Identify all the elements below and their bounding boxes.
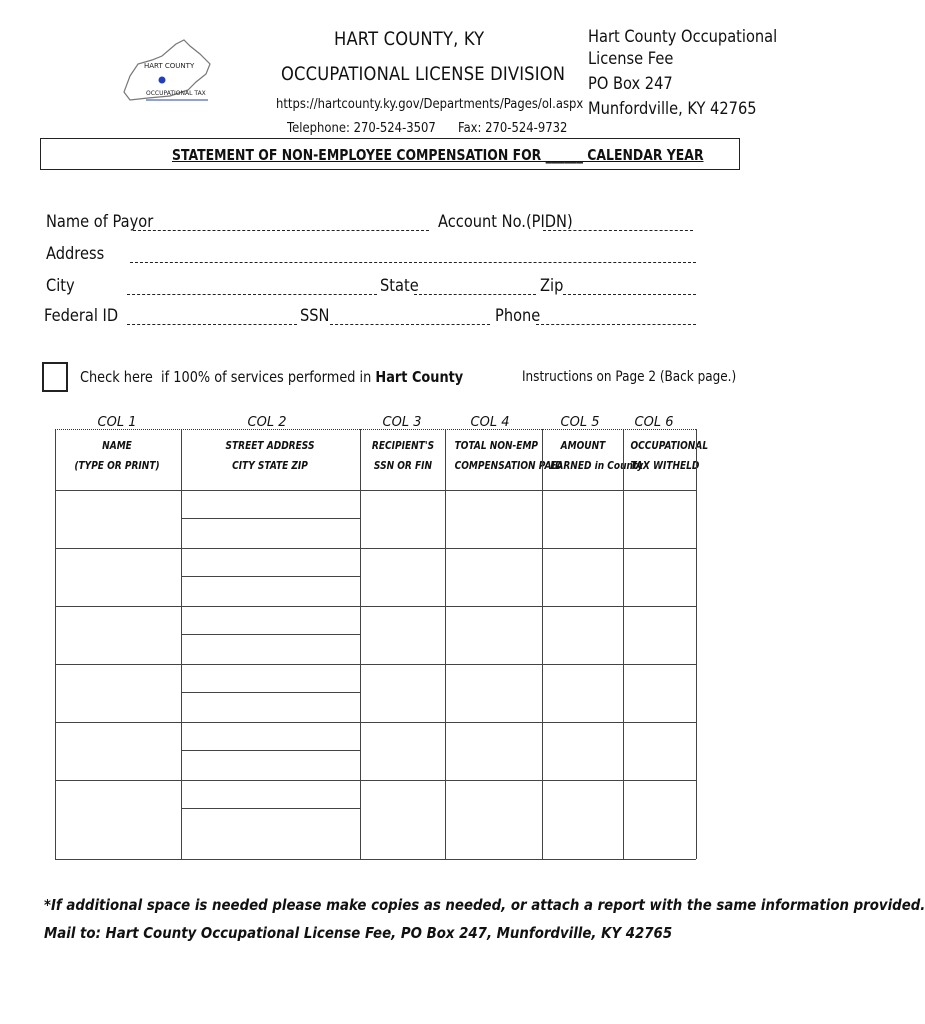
instructions-note: Instructions on Page 2 (Back page.) [522,369,737,385]
col-3-header-line2: SSN OR FIN [373,459,433,472]
ssn-label: SSN [300,306,330,326]
statement-title: STATEMENT OF NON-EMPLOYEE COMPENSATION FOR ______ CALENDAR YEAR [172,146,704,164]
row-2-address-cell[interactable] [181,548,360,606]
table-row-divider [55,859,696,860]
address-line-4: Munfordville, KY 42765 [588,99,757,119]
federal-id-field[interactable] [127,324,297,325]
name-of-payor-field[interactable] [133,230,429,231]
row-4-name-cell[interactable] [55,664,181,722]
logo-text-1: HART COUNTY [144,62,195,70]
col-2-header-line2: CITY STATE ZIP [232,459,308,472]
additional-space-note: *If additional space is needed please make copies as needed, or attach a report with the same information provided. [44,896,925,914]
account-no-label: Account No.(PIDN) [438,212,573,232]
phone-label: Phone [495,306,541,326]
kentucky-map-icon [118,34,218,114]
address-line-1: Hart County Occupational [588,27,778,47]
table-top-border [55,429,696,430]
row-2-tax-cell[interactable] [623,548,696,606]
county-logo [118,34,218,114]
header-title-1: HART COUNTY, KY [334,28,485,50]
col-5-number: COL 5 [560,415,600,430]
city-field[interactable] [127,294,377,295]
col-1-number: COL 1 [97,415,137,430]
row-4-address-cell[interactable] [181,664,360,722]
row-6-ssn-cell[interactable] [360,780,445,859]
row-4-amount-cell[interactable] [542,664,623,722]
row-5-address-cell[interactable] [181,722,360,780]
row-1-total-cell[interactable] [445,490,542,548]
row-1-ssn-cell[interactable] [360,490,445,548]
row-3-tax-cell[interactable] [623,606,696,664]
header-title-2: OCCUPATIONAL LICENSE DIVISION [281,63,566,85]
row-2-name-cell[interactable] [55,548,181,606]
logo-text-2: OCCUPATIONAL TAX [146,90,206,97]
header-url[interactable]: https://hartcounty.ky.gov/Departments/Pages/ol.aspx [276,96,584,112]
row-3-total-cell[interactable] [445,606,542,664]
row-5-ssn-cell[interactable] [360,722,445,780]
col-5-header-line2: EARNED in County [550,459,644,472]
row-5-name-cell[interactable] [55,722,181,780]
checkbox-label-text: Check here if 100% of services performed in [80,368,376,386]
row-5-tax-cell[interactable] [623,722,696,780]
row-3-amount-cell[interactable] [542,606,623,664]
row-2-amount-cell[interactable] [542,548,623,606]
address-field[interactable] [130,262,696,263]
row-4-ssn-cell[interactable] [360,664,445,722]
address-line-3: PO Box 247 [588,74,673,94]
row-1-tax-cell[interactable] [623,490,696,548]
header-contact: Telephone: 270-524-3507 Fax: 270-524-9732 [287,120,568,136]
row-3-name-cell[interactable] [55,606,181,664]
col-1-header-line2: (TYPE OR PRINT) [74,459,160,472]
phone-field[interactable] [536,324,696,325]
state-field[interactable] [414,294,536,295]
col-1-header-line1: NAME [102,439,132,452]
zip-field[interactable] [563,294,696,295]
col-2-number: COL 2 [247,415,287,430]
table-column-divider [696,429,697,859]
col-2-header-line1: STREET ADDRESS [225,439,315,452]
row-6-total-cell[interactable] [445,780,542,859]
col-3-number: COL 3 [382,415,422,430]
row-4-tax-cell[interactable] [623,664,696,722]
row-6-amount-cell[interactable] [542,780,623,859]
row-5-total-cell[interactable] [445,722,542,780]
account-no-field[interactable] [543,230,693,231]
col-6-number: COL 6 [634,415,674,430]
zip-label: Zip [540,276,564,296]
ssn-field[interactable] [330,324,490,325]
col-4-header-line1: TOTAL NON-EMP [454,439,539,452]
federal-id-label: Federal ID [44,306,119,326]
row-6-address-cell[interactable] [181,780,360,859]
col-4-header-line2: COMPENSATION PAID [454,459,563,472]
col-3-header-line1: RECIPIENT'S [371,439,435,452]
address-line-2: License Fee [588,49,674,69]
name-of-payor-label: Name of Payor [46,212,154,232]
row-1-name-cell[interactable] [55,490,181,548]
row-5-amount-cell[interactable] [542,722,623,780]
row-3-ssn-cell[interactable] [360,606,445,664]
row-3-address-cell[interactable] [181,606,360,664]
checkbox-label-county: Hart County [375,368,464,386]
city-label: City [46,276,75,296]
col-4-number: COL 4 [470,415,510,430]
checkbox-label [80,368,463,386]
mail-to-note: Mail to: Hart County Occupational License Fee, PO Box 247, Munfordville, KY 42765 [44,924,673,942]
address-label: Address [46,244,105,264]
row-6-tax-cell[interactable] [623,780,696,859]
row-1-address-cell[interactable] [181,490,360,548]
col-5-header-line1: AMOUNT [560,439,606,452]
row-2-total-cell[interactable] [445,548,542,606]
row-2-ssn-cell[interactable] [360,548,445,606]
row-1-amount-cell[interactable] [542,490,623,548]
state-label: State [380,276,419,296]
col-6-header-line1: OCCUPATIONAL [630,439,709,452]
row-6-name-cell[interactable] [55,780,181,859]
compensation-table [55,429,709,859]
row-4-total-cell[interactable] [445,664,542,722]
hart-county-checkbox[interactable] [42,362,68,392]
col-6-header-line2: TAX WITHELD [630,459,700,472]
